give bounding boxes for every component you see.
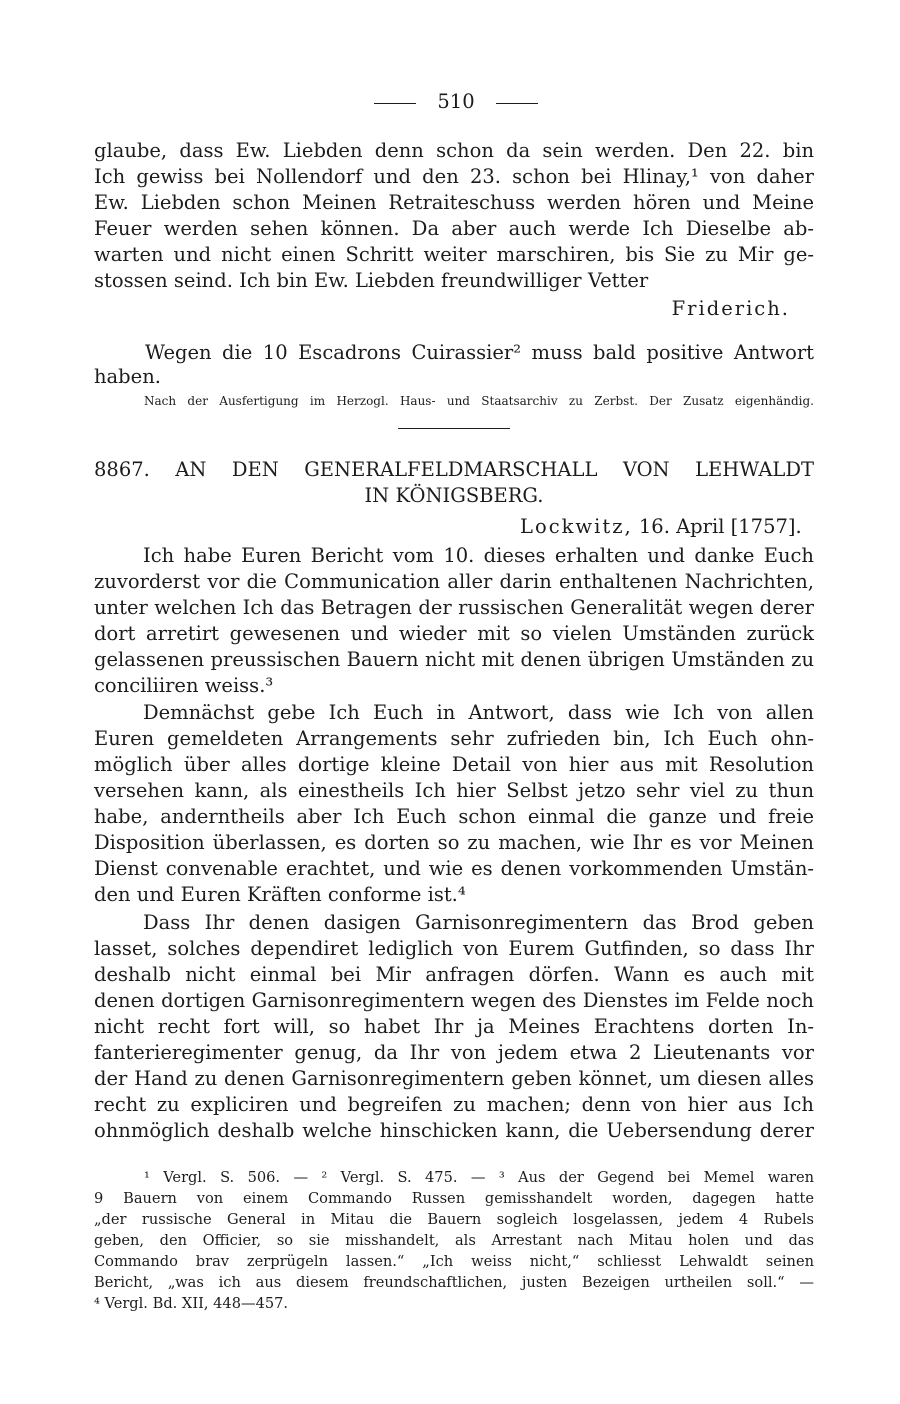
footnote-line: Bericht, „was ich aus diesem freundschaftlichen, justen Bezeigen urtheilen soll.“ — <box>94 1274 814 1291</box>
letter-line: stossen seind. Ich bin Ew. Liebden freundwilliger Vetter <box>94 269 649 292</box>
postscript-line: Wegen die 10 Escadrons Cuirassier² muss bald positive Antwort <box>145 341 814 364</box>
body-line: lasset, solches dependiret lediglich von Eurem Gutfinden, so dass Ihr <box>94 937 814 960</box>
body-line: fanterieregimenter genug, da Ihr von jedem etwa 2 Lieutenants vor <box>94 1041 814 1064</box>
body-line: zuvorderst vor die Communication aller darin enthaltenen Nachrichten, <box>94 570 814 593</box>
footnote-line: geben, den Officier, so sie misshandelt, als Arrestant nach Mitau holen und das <box>94 1232 814 1249</box>
body-line: unter welchen Ich das Betragen der russischen Generalität wegen derer <box>94 596 814 619</box>
page-number-right-dash <box>496 103 538 104</box>
letter-line: Ew. Liebden schon Meinen Retraiteschuss werden hören und Meine <box>94 191 814 214</box>
body-line: Demnächst gebe Ich Euch in Antwort, dass wie Ich von allen <box>143 701 814 724</box>
letter-line: Ich gewiss bei Nollendorf und den 23. schon bei Hlinay,¹ von daher <box>94 165 814 188</box>
body-line: habe, anderntheils aber Ich Euch schon einmal die ganze und freie <box>94 805 814 828</box>
dateline <box>520 514 802 540</box>
body-line: conciliiren weiss.³ <box>94 674 274 697</box>
body-line: nicht recht fort will, so habet Ihr ja Meines Erachtens dorten In- <box>94 1015 814 1038</box>
body-line: Euren gemeldeten Arrangements sehr zufrieden bin, Ich Euch ohn- <box>94 727 814 750</box>
letter-line: Feuer werden sehen können. Da aber auch werde Ich Dieselbe ab- <box>94 217 814 240</box>
dateline-place: Lockwitz, <box>520 515 633 538</box>
body-line: denen dortigen Garnisonregimentern wegen des Dienstes im Felde noch <box>94 989 814 1012</box>
body-line: deshalb nicht einmal bei Mir anfragen dörfen. Wann es auch mit <box>94 963 814 986</box>
letter-line: warten und nicht einen Schritt weiter marschiren, bis Sie zu Mir ge- <box>94 243 814 266</box>
footnote-line: „der russische General in Mitau die Bauern sogleich losgelassen, jedem 4 Rubels <box>94 1211 814 1228</box>
body-line: möglich über alles dortige kleine Detail von hier aus mit Resolution <box>94 753 814 776</box>
footnote-line: ¹ Vergl. S. 506. — ² Vergl. S. 475. — ³ Aus der Gegend bei Memel waren <box>144 1169 814 1186</box>
body-line: versehen kann, als einestheils Ich hier Selbst jetzo sehr viel zu thun <box>94 779 814 802</box>
body-line: dort arretirt gewesenen und wieder mit so vielen Umständen zurück <box>94 622 814 645</box>
source-note: Nach der Ausfertigung im Herzogl. Haus- und Staatsarchiv zu Zerbst. Der Zusatz eigenhändig. <box>144 394 814 408</box>
body-line: recht zu expliciren und begreifen zu machen; denn von hier aus Ich <box>94 1093 814 1116</box>
body-line: ohnmöglich deshalb welche hinschicken kann, die Uebersendung derer <box>94 1119 814 1142</box>
body-line: Dienst convenable erachtet, und wie es denen vorkommenden Umstän- <box>94 857 814 880</box>
body-line: Dass Ihr denen dasigen Garnisonregimentern das Brod geben <box>143 911 814 934</box>
body-line: gelassenen preussischen Bauern nicht mit denen übrigen Umständen zu <box>94 648 814 671</box>
section-divider <box>398 428 510 429</box>
letter-signature: Friderich. <box>671 297 790 320</box>
page-number-left-dash <box>374 103 416 104</box>
document-heading-line2: IN KÖNIGSBERG. <box>364 484 544 507</box>
postscript-line: haben. <box>94 365 161 388</box>
body-line: Disposition überlassen, es dorten so zu machen, wie Ihr es vor Meinen <box>94 831 814 854</box>
document-heading: 8867. AN DEN GENERALFELDMARSCHALL VON LEHWALDT <box>94 458 814 481</box>
body-line: Ich habe Euren Bericht vom 10. dieses erhalten und danke Euch <box>143 544 814 567</box>
body-line: den und Euren Kräften conforme ist.⁴ <box>94 883 466 906</box>
footnote-line: 9 Bauern von einem Commando Russen gemisshandelt worden, dagegen hatte <box>94 1190 814 1207</box>
footnote-line: Commando brav zerprügeln lassen.“ „Ich weiss nicht,“ schliesst Lehwaldt seinen <box>94 1253 814 1270</box>
letter-line: glaube, dass Ew. Liebden denn schon da sein werden. Den 22. bin <box>94 139 814 162</box>
body-line: der Hand zu denen Garnisonregimentern geben könnet, um diesen alles <box>94 1067 814 1090</box>
dateline-date: 16. April [1757]. <box>638 515 802 538</box>
footnote-line: ⁴ Vergl. Bd. XII, 448—457. <box>94 1295 289 1312</box>
page-number: 510 <box>437 90 475 113</box>
